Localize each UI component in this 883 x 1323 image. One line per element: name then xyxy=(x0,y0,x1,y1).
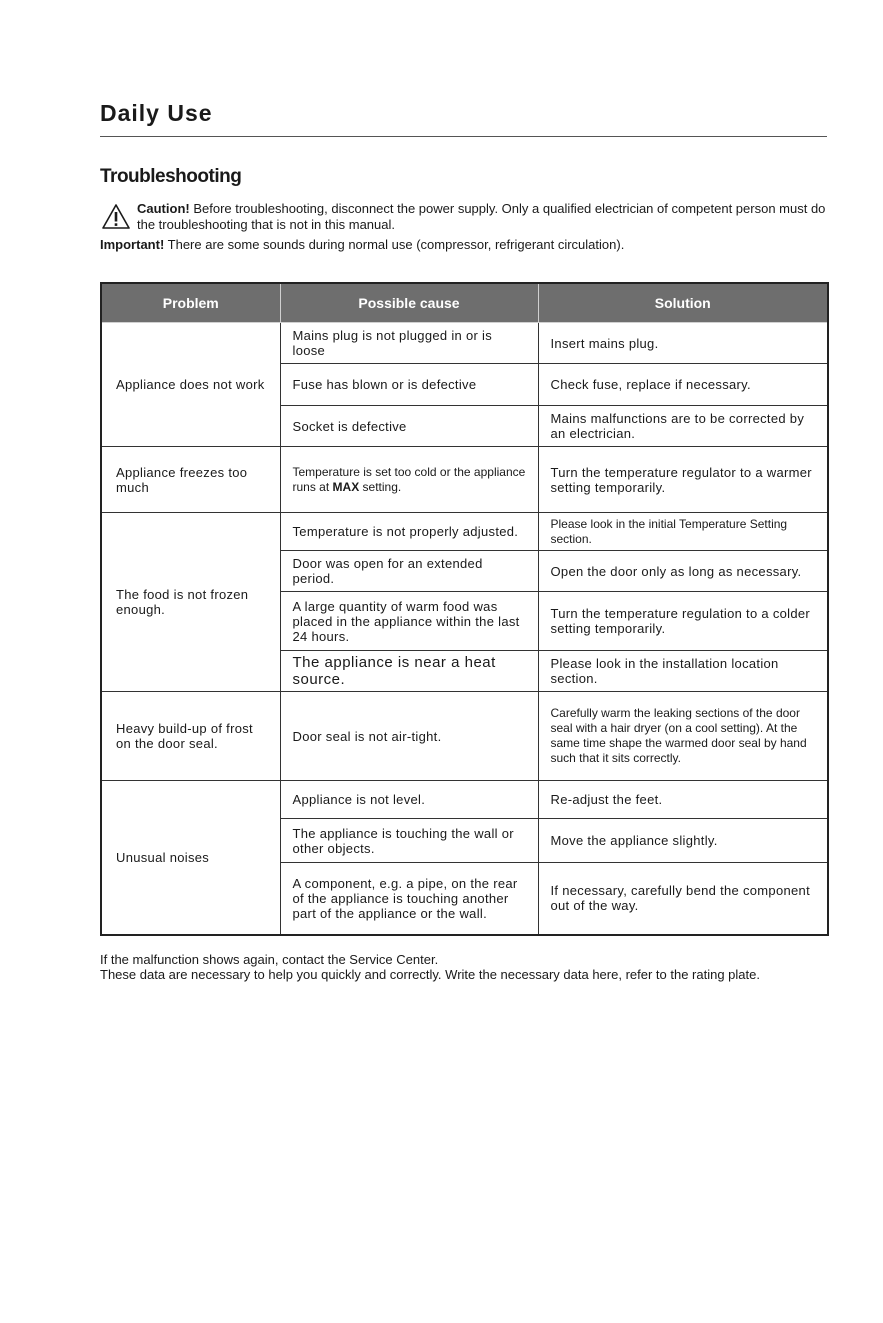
cause-cell: Temperature is not properly adjusted. xyxy=(280,513,538,551)
table-row xyxy=(101,323,828,364)
caution-label: Caution! xyxy=(137,201,190,216)
cause-cell: Appliance is not level. xyxy=(280,781,538,819)
solution-cell: Please look in the initial Temperature Setting section. xyxy=(538,513,828,551)
cause-cell: The appliance is near a heat source. xyxy=(280,651,538,692)
header-cause: Possible cause xyxy=(280,283,538,323)
problem-cell: The food is not frozen enough. xyxy=(101,513,280,692)
solution-cell: Open the door only as long as necessary. xyxy=(538,551,828,592)
solution-cell: Mains malfunctions are to be corrected by an electrician. xyxy=(538,406,828,447)
cause-cell: Door was open for an extended period. xyxy=(280,551,538,592)
table-header-row xyxy=(101,283,828,323)
important-note xyxy=(100,237,840,252)
problem-cell: Unusual noises xyxy=(101,781,280,935)
table-row xyxy=(101,692,828,781)
table-row xyxy=(101,447,828,513)
caution-text: Before troubleshooting, disconnect the power supply. Only a qualified electrician of competent person must do the troubleshooting that is not in this manual. xyxy=(137,201,826,232)
solution-cell: Please look in the installation location section. xyxy=(538,651,828,692)
footer-note xyxy=(100,952,840,982)
header-solution: Solution xyxy=(538,283,828,323)
cause-cell: A component, e.g. a pipe, on the rear of the appliance is touching another part of the appliance or the wall. xyxy=(280,863,538,935)
solution-cell: Turn the temperature regulator to a warmer setting temporarily. xyxy=(538,447,828,513)
footer-line-1: If the malfunction shows again, contact the Service Center. xyxy=(100,952,439,967)
cause-cell: A large quantity of warm food was placed in the appliance within the last 24 hours. xyxy=(280,592,538,651)
solution-cell: Insert mains plug. xyxy=(538,323,828,364)
solution-cell: Turn the temperature regulation to a colder setting temporarily. xyxy=(538,592,828,651)
footer-line-2: These data are necessary to help you quickly and correctly. Write the necessary data here, refer to the rating plate. xyxy=(100,967,760,982)
solution-cell: Check fuse, replace if necessary. xyxy=(538,364,828,406)
solution-cell: If necessary, carefully bend the component out of the way. xyxy=(538,863,828,935)
header-problem: Problem xyxy=(101,283,280,323)
subsection-title: Troubleshooting xyxy=(100,166,242,187)
caution-note xyxy=(100,201,830,233)
cause-cell: The appliance is touching the wall or other objects. xyxy=(280,819,538,863)
solution-cell: Move the appliance slightly. xyxy=(538,819,828,863)
section-title: Daily Use xyxy=(100,100,213,126)
problem-cell: Appliance does not work xyxy=(101,323,280,447)
problem-cell: Heavy build-up of frost on the door seal. xyxy=(101,692,280,781)
important-label: Important! xyxy=(100,237,165,252)
cause-cell: Door seal is not air-tight. xyxy=(280,692,538,781)
table-row xyxy=(101,513,828,551)
cause-cell: Temperature is set too cold or the appliance runs at MAX setting. xyxy=(280,447,538,513)
table-row xyxy=(101,781,828,819)
warning-triangle-icon xyxy=(101,203,131,230)
important-text: There are some sounds during normal use (compressor, refrigerant circulation). xyxy=(164,237,625,252)
problem-cell: Appliance freezes too much xyxy=(101,447,280,513)
cause-cell: Socket is defective xyxy=(280,406,538,447)
troubleshooting-table xyxy=(100,282,829,936)
solution-cell: Re-adjust the feet. xyxy=(538,781,828,819)
cause-cell: Mains plug is not plugged in or is loose xyxy=(280,323,538,364)
cause-cell: Fuse has blown or is defective xyxy=(280,364,538,406)
solution-cell: Carefully warm the leaking sections of the door seal with a hair dryer (on a cool setting). At the same time shape the warmed door seal by hand such that it sits correctly. xyxy=(538,692,828,781)
title-divider xyxy=(100,136,827,137)
